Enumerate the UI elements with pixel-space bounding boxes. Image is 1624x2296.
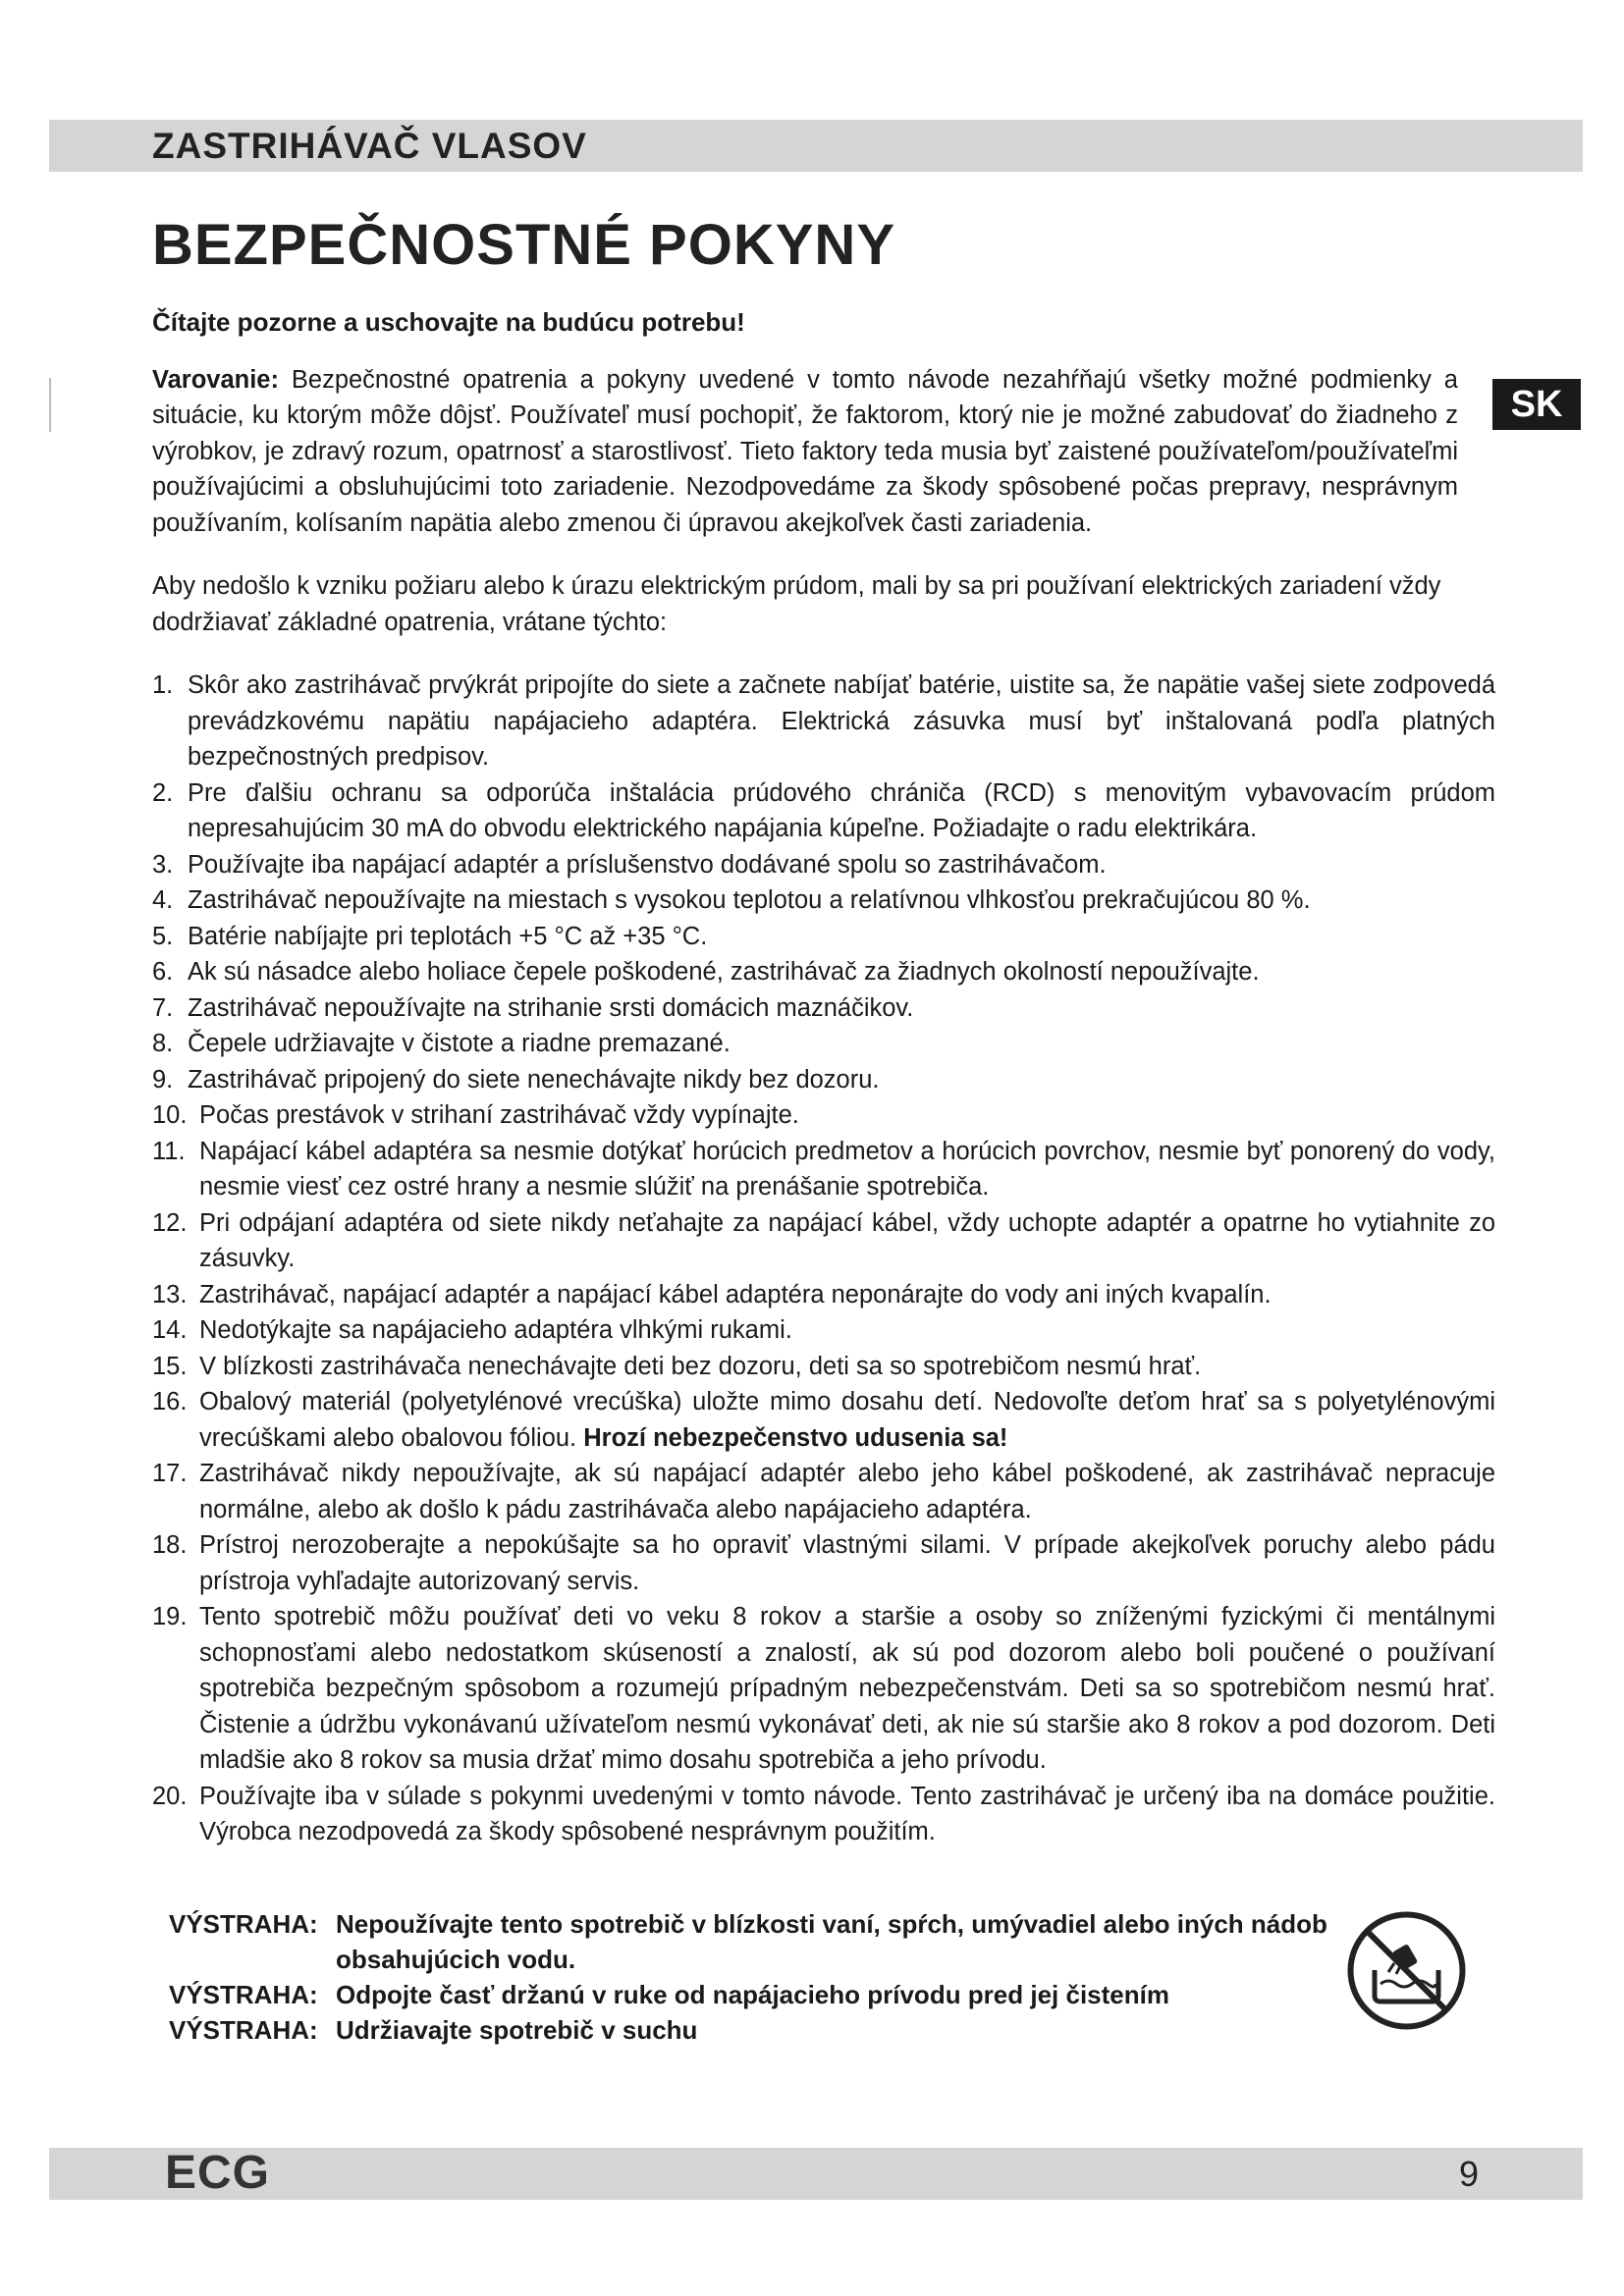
rule-text: Obalový materiál (polyetylénové vrecúška) uložte mimo dosahu detí. Nedovoľte deťom hrať sa s polyetylénovými vrecúškami alebo obalovou fóliou. <box>199 1388 1495 1452</box>
rule-text-container <box>188 1062 1495 1098</box>
no-water-bath-icon <box>1345 1909 1468 2032</box>
warning-row-text: Odpojte časť držanú v ruke od napájacieho prívodu pred jej čistením <box>336 1980 1169 2009</box>
rule-text: Zastrihávač nikdy nepoužívajte, ak sú napájací adaptér alebo jeho kábel poškodené, ak zastrihávač nepracuje normálne, alebo ak došlo k pádu zastrihávača alebo napájacieho adaptéra. <box>199 1460 1495 1523</box>
rule-text-container <box>199 1599 1495 1779</box>
rule-text: Nedotýkajte sa napájacieho adaptéra vlhkými rukami. <box>199 1316 792 1344</box>
warning-row <box>169 2012 1347 2048</box>
rule-item <box>152 954 1495 990</box>
rule-text-container <box>188 1026 1495 1062</box>
subtitle: Čítajte pozorne a uschovajte na budúcu potrebu! <box>152 307 745 337</box>
rule-text: Skôr ako zastrihávač prvýkrát pripojíte do siete a začnete nabíjať batérie, uistite sa, že napätie vašej siete zodpovedá prevádzkovému napätiu napájacieho adaptéra. Elektrická zásuvka musí byť inštalovaná podľa platných bezpečnostných predpisov. <box>188 671 1495 771</box>
rule-item <box>152 1599 1495 1779</box>
rule-text: Používajte iba napájací adaptér a príslušenstvo dodávané spolu so zastrihávačom. <box>188 850 1107 879</box>
rule-item <box>152 1097 1495 1134</box>
rule-number: 15. <box>152 1352 188 1380</box>
rule-number: 7. <box>152 993 174 1022</box>
rule-item <box>152 1456 1495 1527</box>
warning-row-label: VÝSTRAHA: <box>169 1980 318 2009</box>
footer-band <box>49 2148 1583 2200</box>
rule-item <box>152 1277 1495 1313</box>
rule-number: 6. <box>152 958 174 986</box>
rule-text-container <box>188 990 1495 1027</box>
rule-text-container <box>199 1097 1495 1134</box>
rule-text-container <box>199 1456 1495 1527</box>
rule-text-container <box>199 1527 1495 1599</box>
rule-text: Tento spotrebič môžu používať deti vo veku 8 rokov a staršie a osoby so zníženými fyzickými či mentálnymi schopnosťami alebo nedostatkom skúseností a znalostí, ak sú pod dozorom alebo boli poučené o používaní spotrebiča bezpečným spôsobom a rozumejú prípadným nebezpečenstvám. Deti sa so spotrebičom nesmú hrať. Čistenie a údržbu vykonávanú užívateľom nesmú vykonávať deti, ak nie sú staršie ako 8 rokov a pod dozorom. Deti mladšie ako 8 rokov sa musia držať mimo dosahu spotrebiča a jeho prívodu. <box>199 1603 1495 1774</box>
rule-text: Prístroj nerozoberajte a nepokúšajte sa ho opraviť vlastnými silami. V prípade akejkoľvek poruchy alebo pádu prístroja vyhľadajte autorizovaný servis. <box>199 1531 1495 1595</box>
rule-number: 19. <box>152 1603 188 1630</box>
rule-text-container <box>199 1205 1495 1277</box>
rule-number: 16. <box>152 1388 188 1415</box>
warning-row <box>169 1906 1347 1977</box>
rule-number: 2. <box>152 778 174 807</box>
rule-text: V blízkosti zastrihávača nenechávajte deti bez dozoru, deti sa so spotrebičom nesmú hrať. <box>199 1352 1202 1380</box>
warning-row <box>169 1977 1347 2012</box>
rule-number: 17. <box>152 1460 188 1487</box>
rule-text: Čepele udržiavajte v čistote a riadne premazané. <box>188 1030 731 1057</box>
rule-text: Ak sú násadce alebo holiace čepele poškodené, zastrihávač za žiadnych okolností nepoužívajte. <box>188 958 1260 986</box>
page-title: BEZPEČNOSTNÉ POKYNY <box>152 213 895 277</box>
rule-text-container <box>199 1134 1495 1205</box>
rule-text-container <box>188 667 1495 775</box>
rule-item <box>152 1779 1495 1850</box>
rule-item <box>152 1205 1495 1277</box>
rule-item <box>152 990 1495 1027</box>
rule-item <box>152 1026 1495 1062</box>
page-number: 9 <box>1459 2154 1480 2194</box>
brand-logo: ECG <box>165 2147 271 2199</box>
language-badge: SK <box>1492 379 1581 430</box>
rule-text: Počas prestávok v strihaní zastrihávač vždy vypínajte. <box>199 1101 799 1129</box>
rule-number: 12. <box>152 1208 188 1237</box>
warning-label: Varovanie: <box>152 365 279 394</box>
rule-text-container <box>199 1312 1495 1349</box>
document-body <box>152 304 1495 1850</box>
rule-text-container <box>188 775 1495 847</box>
rule-number: 18. <box>152 1531 188 1559</box>
rule-text-container <box>188 882 1495 919</box>
rule-text: Batérie nabíjajte pri teplotách +5 °C až +35 °C. <box>188 922 708 950</box>
rule-text-container <box>188 919 1495 955</box>
rule-item <box>152 1062 1495 1098</box>
rule-text-container <box>188 847 1495 883</box>
rule-number: 20. <box>152 1782 188 1810</box>
section-title: ZASTRIHÁVAČ VLASOV <box>152 126 587 166</box>
rule-number: 4. <box>152 886 174 914</box>
rule-number: 5. <box>152 922 174 950</box>
rule-number: 11. <box>152 1137 186 1165</box>
rule-text: Zastrihávač nepoužívajte na strihanie srsti domácich maznáčikov. <box>188 993 914 1022</box>
rule-text-container <box>199 1277 1495 1313</box>
rule-text: Zastrihávač, napájací adaptér a napájací kábel adaptéra neponárajte do vody ani iných kvapalín. <box>199 1280 1272 1308</box>
warning-row-text: Nepoužívajte tento spotrebič v blízkosti vaní, spŕch, umývadiel alebo iných nádob obsahujúcich vodu. <box>336 1909 1327 1974</box>
rule-text: Zastrihávač nepoužívajte na miestach s vysokou teplotou a relatívnou vlhkosťou prekračujúcou 80 %. <box>188 886 1311 914</box>
rule-text-container <box>199 1779 1495 1850</box>
rule-item <box>152 1349 1495 1385</box>
margin-mark <box>49 378 51 432</box>
rule-emphasis: Hrozí nebezpečenstvo udusenia sa! <box>583 1423 1008 1452</box>
rule-text: Pri odpájaní adaptéra od siete nikdy neťahajte za napájací kábel, vždy uchopte adaptér a opatrne ho vytiahnite zo zásuvky. <box>199 1208 1495 1272</box>
rule-item <box>152 919 1495 955</box>
rule-text-container <box>199 1349 1495 1385</box>
rule-text-container <box>199 1384 1495 1456</box>
warning-text: Bezpečnostné opatrenia a pokyny uvedené v tomto návode nezahŕňajú všetky možné podmienky a situácie, ku ktorým môže dôjsť. Používateľ musí pochopiť, že faktorom, ktorý nie je možné zabudovať do žiadneho z výrobkov, je zdravý rozum, opatrnosť a starostlivosť. Tieto faktory teda musia byť zaistené používateľom/používateľmi používajúcimi a obsluhujúcimi toto zariadenie. Nezodpovedáme za škody spôsobené počas prepravy, nesprávnym používaním, kolísaním napätia alebo zmenou či úpravou akejkoľvek časti zariadenia. <box>152 365 1458 537</box>
rule-number: 3. <box>152 850 174 879</box>
rule-item <box>152 775 1495 847</box>
safety-rules-list <box>152 667 1495 1850</box>
rule-item <box>152 1527 1495 1599</box>
rule-text: Napájací kábel adaptéra sa nesmie dotýkať horúcich predmetov a horúcich povrchov, nesmie byť ponorený do vody, nesmie viesť cez ostré hrany a nesmie slúžiť na prenášanie spotrebiča. <box>199 1137 1495 1201</box>
rule-item <box>152 1312 1495 1349</box>
rule-text: Zastrihávač pripojený do siete nenechávajte nikdy bez dozoru. <box>188 1065 880 1094</box>
rule-item <box>152 1134 1495 1205</box>
rule-text: Pre ďalšiu ochranu sa odporúča inštalácia prúdového chrániča (RCD) s menovitým vybavovacím prúdom nepresahujúcim 30 mA do obvodu elektrického napájania kúpeľne. Požiadajte o radu elektrikára. <box>188 778 1495 842</box>
rule-number: 8. <box>152 1030 174 1057</box>
rule-text-container <box>188 954 1495 990</box>
warning-row-label: VÝSTRAHA: <box>169 2015 318 2045</box>
warning-paragraph <box>152 362 1458 542</box>
rule-number: 13. <box>152 1280 188 1308</box>
rule-number: 1. <box>152 671 174 699</box>
rule-number: 14. <box>152 1316 188 1344</box>
warning-row-text: Udržiavajte spotrebič v suchu <box>336 2015 698 2045</box>
rule-item <box>152 1384 1495 1456</box>
rule-text: Používajte iba v súlade s pokynmi uvedenými v tomto návode. Tento zastrihávač je určený iba na domáce použitie. Výrobca nezodpovedá za škody spôsobené nesprávnym použitím. <box>199 1782 1495 1845</box>
rule-number: 10. <box>152 1101 188 1129</box>
rule-item <box>152 847 1495 883</box>
intro-paragraph: Aby nedošlo k vzniku požiaru alebo k úrazu elektrickým prúdom, mali by sa pri používaní elektrických zariadení vždy dodržiavať základné opatrenia, vrátane týchto: <box>152 572 1441 636</box>
rule-item <box>152 667 1495 775</box>
rule-item <box>152 882 1495 919</box>
warnings-block <box>169 1906 1347 2048</box>
rule-number: 9. <box>152 1065 174 1094</box>
warning-row-label: VÝSTRAHA: <box>169 1909 318 1939</box>
